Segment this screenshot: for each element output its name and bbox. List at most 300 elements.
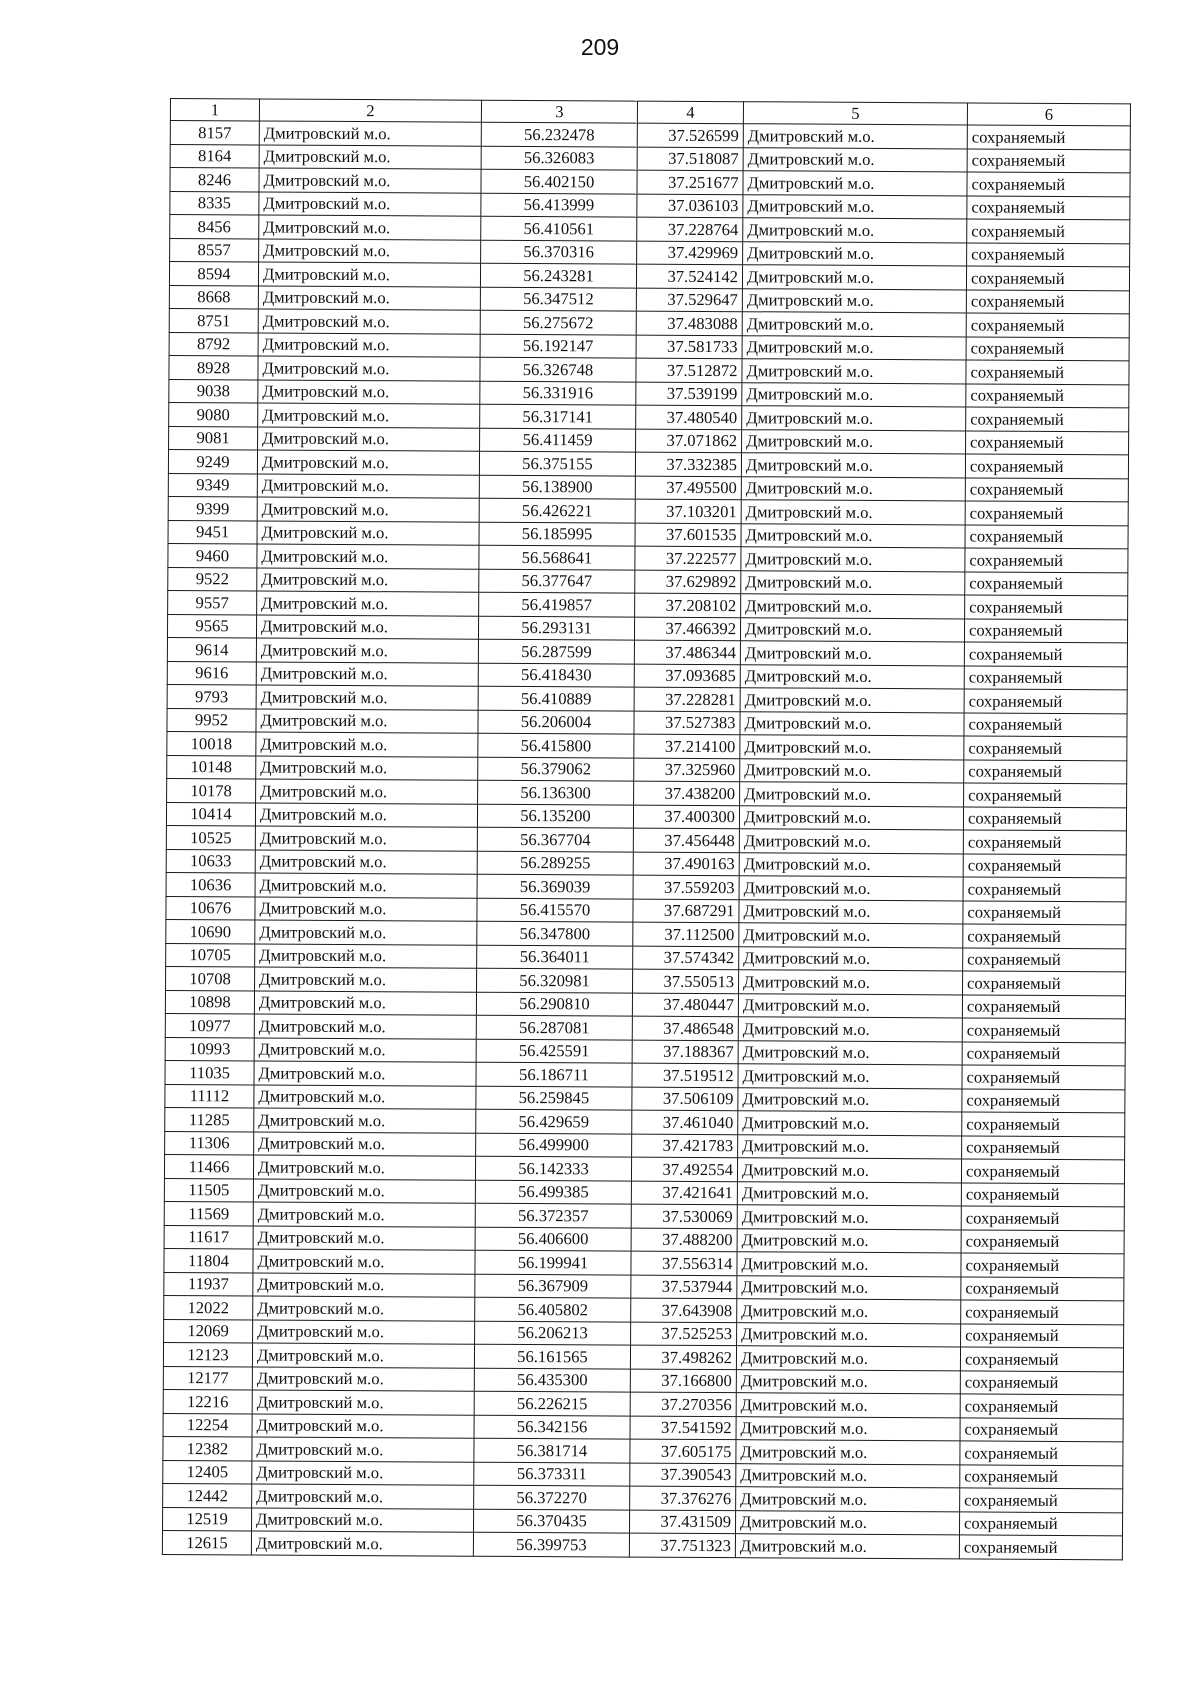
status-cell: сохраняемый (962, 1088, 1125, 1112)
row-id-cell: 9399 (168, 496, 257, 520)
row-id-cell: 8594 (169, 262, 258, 286)
location-cell: Дмитровский м.о. (738, 1111, 962, 1136)
longitude-cell: 37.486548 (632, 1016, 738, 1040)
longitude-cell: 37.228281 (634, 687, 740, 711)
longitude-cell: 37.222577 (635, 546, 741, 570)
table-body (162, 121, 1130, 1560)
status-cell: сохраняемый (966, 313, 1129, 337)
latitude-cell: 56.342156 (474, 1415, 630, 1439)
longitude-cell: 37.541592 (630, 1416, 736, 1440)
location-cell: Дмитровский м.о. (742, 335, 966, 360)
row-id-cell: 12519 (162, 1507, 251, 1531)
location-cell: Дмитровский м.о. (737, 1299, 961, 1324)
district-cell: Дмитровский м.о. (254, 1131, 476, 1156)
location-cell: Дмитровский м.о. (736, 1393, 960, 1418)
location-cell: Дмитровский м.о. (739, 946, 963, 971)
row-id-cell: 12615 (162, 1530, 251, 1554)
latitude-cell: 56.326083 (481, 146, 637, 170)
latitude-cell: 56.289255 (477, 851, 633, 875)
district-cell: Дмитровский м.о. (254, 1108, 476, 1133)
district-cell: Дмитровский м.о. (254, 1014, 476, 1039)
row-id-cell: 10690 (166, 919, 255, 943)
district-cell: Дмитровский м.о. (256, 779, 478, 804)
district-cell: Дмитровский м.о. (253, 1178, 475, 1203)
location-cell: Дмитровский м.о. (740, 758, 964, 783)
district-cell: Дмитровский м.о. (259, 168, 481, 193)
row-id-cell: 12405 (163, 1460, 252, 1484)
location-cell: Дмитровский м.о. (742, 265, 966, 290)
location-cell: Дмитровский м.о. (741, 547, 965, 572)
location-cell: Дмитровский м.о. (736, 1369, 960, 1394)
status-cell: сохраняемый (961, 1206, 1124, 1230)
district-cell: Дмитровский м.о. (258, 285, 480, 310)
column-header: 5 (743, 102, 967, 125)
longitude-cell: 37.208102 (635, 593, 741, 617)
status-cell: сохраняемый (965, 571, 1128, 595)
row-id-cell: 8557 (170, 238, 259, 262)
latitude-cell: 56.226215 (474, 1391, 630, 1415)
district-cell: Дмитровский м.о. (257, 567, 479, 592)
location-cell: Дмитровский м.о. (738, 1017, 962, 1042)
latitude-cell: 56.259845 (476, 1086, 632, 1110)
longitude-cell: 37.166800 (630, 1369, 736, 1393)
row-id-cell: 9793 (167, 684, 256, 708)
location-cell: Дмитровский м.о. (738, 1134, 962, 1159)
row-id-cell: 9249 (168, 449, 257, 473)
longitude-cell: 37.270356 (630, 1392, 736, 1416)
row-id-cell: 12442 (163, 1483, 252, 1507)
district-cell: Дмитровский м.о. (251, 1507, 473, 1532)
row-id-cell: 8668 (169, 285, 258, 309)
location-cell: Дмитровский м.о. (737, 1158, 961, 1183)
latitude-cell: 56.426221 (479, 498, 635, 522)
row-id-cell: 8164 (170, 144, 259, 168)
latitude-cell: 56.186711 (476, 1062, 632, 1086)
district-cell: Дмитровский м.о. (252, 1343, 474, 1368)
longitude-cell: 37.488200 (631, 1228, 737, 1252)
longitude-cell: 37.601535 (635, 523, 741, 547)
latitude-cell: 56.429659 (476, 1109, 632, 1133)
district-cell: Дмитровский м.о. (259, 238, 481, 263)
district-cell: Дмитровский м.о. (251, 1531, 473, 1556)
latitude-cell: 56.206213 (475, 1321, 631, 1345)
status-cell: сохраняемый (967, 242, 1130, 266)
district-cell: Дмитровский м.о. (252, 1484, 474, 1509)
status-cell: сохраняемый (961, 1323, 1124, 1347)
location-cell: Дмитровский м.о. (743, 147, 967, 172)
longitude-cell: 37.438200 (634, 781, 740, 805)
latitude-cell: 56.435300 (474, 1368, 630, 1392)
status-cell: сохраняемый (965, 454, 1128, 478)
row-id-cell: 12382 (163, 1436, 252, 1460)
district-cell: Дмитровский м.о. (254, 990, 476, 1015)
location-cell: Дмитровский м.о. (739, 852, 963, 877)
district-cell: Дмитровский м.о. (259, 121, 481, 146)
location-cell: Дмитровский м.о. (739, 829, 963, 854)
status-cell: сохраняемый (965, 595, 1128, 619)
location-cell: Дмитровский м.о. (742, 288, 966, 313)
latitude-cell: 56.406600 (475, 1227, 631, 1251)
row-id-cell: 10993 (165, 1037, 254, 1061)
status-cell: сохраняемый (960, 1417, 1123, 1441)
status-cell: сохраняемый (966, 360, 1129, 384)
status-cell: сохраняемый (960, 1370, 1123, 1394)
location-cell: Дмитровский м.о. (742, 382, 966, 407)
row-id-cell: 8792 (169, 332, 258, 356)
row-id-cell: 8456 (170, 215, 259, 239)
longitude-cell: 37.530069 (631, 1204, 737, 1228)
longitude-cell: 37.527383 (634, 711, 740, 735)
longitude-cell: 37.539199 (636, 382, 742, 406)
status-cell: сохраняемый (966, 383, 1129, 407)
row-id-cell: 10633 (166, 849, 255, 873)
longitude-cell: 37.518087 (637, 147, 743, 171)
status-cell: сохраняемый (963, 853, 1126, 877)
location-cell: Дмитровский м.о. (739, 970, 963, 995)
latitude-cell: 56.411459 (480, 428, 636, 452)
row-id-cell: 10414 (166, 802, 255, 826)
row-id-cell: 10705 (166, 943, 255, 967)
row-id-cell: 9081 (169, 426, 258, 450)
latitude-cell: 56.415570 (477, 898, 633, 922)
latitude-cell: 56.425591 (476, 1039, 632, 1063)
latitude-cell: 56.161565 (474, 1344, 630, 1368)
location-cell: Дмитровский м.о. (743, 171, 967, 196)
district-cell: Дмитровский м.о. (255, 826, 477, 851)
row-id-cell: 9038 (169, 379, 258, 403)
status-cell: сохраняемый (967, 219, 1130, 243)
district-cell: Дмитровский м.о. (252, 1366, 474, 1391)
status-cell: сохраняемый (962, 1041, 1125, 1065)
longitude-cell: 37.643908 (631, 1298, 737, 1322)
district-cell: Дмитровский м.о. (252, 1390, 474, 1415)
status-cell: сохраняемый (964, 759, 1127, 783)
longitude-cell: 37.332385 (635, 452, 741, 476)
table-container (162, 98, 1130, 1560)
longitude-cell: 37.112500 (633, 922, 739, 946)
longitude-cell: 37.492554 (631, 1157, 737, 1181)
longitude-cell: 37.559203 (633, 875, 739, 899)
status-cell: сохраняемый (964, 712, 1127, 736)
longitude-cell: 37.251677 (637, 170, 743, 194)
location-cell: Дмитровский м.о. (742, 312, 966, 337)
location-cell: Дмитровский м.о. (743, 124, 967, 149)
longitude-cell: 37.093685 (634, 664, 740, 688)
row-id-cell: 9080 (169, 402, 258, 426)
latitude-cell: 56.347800 (477, 921, 633, 945)
longitude-cell: 37.524142 (636, 264, 742, 288)
status-cell: сохраняемый (966, 336, 1129, 360)
location-cell: Дмитровский м.о. (740, 735, 964, 760)
location-cell: Дмитровский м.о. (737, 1322, 961, 1347)
row-id-cell: 12069 (164, 1319, 253, 1343)
location-cell: Дмитровский м.о. (740, 711, 964, 736)
district-cell: Дмитровский м.о. (258, 309, 480, 334)
location-cell: Дмитровский м.о. (742, 406, 966, 431)
district-cell: Дмитровский м.о. (255, 943, 477, 968)
longitude-cell: 37.228764 (637, 217, 743, 241)
latitude-cell: 56.405802 (475, 1297, 631, 1321)
latitude-cell: 56.381714 (474, 1438, 630, 1462)
district-cell: Дмитровский м.о. (253, 1319, 475, 1344)
status-cell: сохраняемый (967, 172, 1130, 196)
longitude-cell: 37.431509 (629, 1510, 735, 1534)
district-cell: Дмитровский м.о. (252, 1413, 474, 1438)
district-cell: Дмитровский м.о. (255, 967, 477, 992)
status-cell: сохраняемый (964, 736, 1127, 760)
latitude-cell: 56.410889 (478, 686, 634, 710)
row-id-cell: 10525 (166, 825, 255, 849)
latitude-cell: 56.185995 (479, 522, 635, 546)
status-cell: сохраняемый (960, 1347, 1123, 1371)
longitude-cell: 37.495500 (635, 476, 741, 500)
district-cell: Дмитровский м.о. (253, 1249, 475, 1274)
status-cell: сохраняемый (959, 1535, 1122, 1559)
longitude-cell: 37.605175 (630, 1439, 736, 1463)
status-cell: сохраняемый (959, 1511, 1122, 1535)
row-id-cell: 9451 (168, 520, 257, 544)
location-cell: Дмитровский м.о. (737, 1252, 961, 1277)
district-cell: Дмитровский м.о. (257, 544, 479, 569)
longitude-cell: 37.456448 (633, 828, 739, 852)
latitude-cell: 56.370316 (481, 240, 637, 264)
latitude-cell: 56.287599 (478, 639, 634, 663)
latitude-cell: 56.192147 (480, 334, 636, 358)
page-number: 209 (580, 34, 620, 60)
district-cell: Дмитровский м.о. (258, 403, 480, 428)
latitude-cell: 56.379062 (478, 757, 634, 781)
column-header: 6 (967, 103, 1130, 126)
row-id-cell: 9565 (167, 614, 256, 638)
status-cell: сохраняемый (966, 289, 1129, 313)
status-cell: сохраняемый (966, 430, 1129, 454)
row-id-cell: 11035 (165, 1060, 254, 1084)
location-cell: Дмитровский м.о. (741, 453, 965, 478)
longitude-cell: 37.581733 (636, 335, 742, 359)
district-cell: Дмитровский м.о. (255, 920, 477, 945)
column-header: 4 (637, 101, 743, 124)
row-id-cell: 11569 (164, 1201, 253, 1225)
status-cell: сохраняемый (963, 900, 1126, 924)
latitude-cell: 56.331916 (480, 381, 636, 405)
latitude-cell: 56.369039 (477, 874, 633, 898)
longitude-cell: 37.529647 (636, 288, 742, 312)
district-cell: Дмитровский м.о. (257, 450, 479, 475)
longitude-cell: 37.325960 (634, 758, 740, 782)
row-id-cell: 10148 (167, 755, 256, 779)
status-cell: сохраняемый (960, 1441, 1123, 1465)
status-cell: сохраняемый (963, 971, 1126, 995)
column-header: 3 (481, 100, 637, 123)
location-cell: Дмитровский м.о. (740, 641, 964, 666)
row-id-cell: 9460 (168, 543, 257, 567)
row-id-cell: 11804 (164, 1248, 253, 1272)
district-cell: Дмитровский м.о. (256, 732, 478, 757)
status-cell: сохраняемый (967, 148, 1130, 172)
status-cell: сохраняемый (962, 1065, 1125, 1089)
district-cell: Дмитровский м.о. (258, 332, 480, 357)
status-cell: сохраняемый (963, 830, 1126, 854)
district-cell: Дмитровский м.о. (258, 426, 480, 451)
status-cell: сохраняемый (961, 1182, 1124, 1206)
location-cell: Дмитровский м.о. (737, 1228, 961, 1253)
district-cell: Дмитровский м.о. (255, 802, 477, 827)
longitude-cell: 37.103201 (635, 499, 741, 523)
status-cell: сохраняемый (962, 994, 1125, 1018)
table-row (162, 1530, 1122, 1559)
longitude-cell: 37.486344 (634, 640, 740, 664)
location-cell: Дмитровский м.о. (742, 429, 966, 454)
row-id-cell: 9952 (167, 708, 256, 732)
location-cell: Дмитровский м.о. (736, 1346, 960, 1371)
district-cell: Дмитровский м.о. (252, 1460, 474, 1485)
location-cell: Дмитровский м.о. (735, 1534, 959, 1559)
location-cell: Дмитровский м.о. (738, 1064, 962, 1089)
latitude-cell: 56.367909 (475, 1274, 631, 1298)
latitude-cell: 56.375155 (479, 451, 635, 475)
location-cell: Дмитровский м.о. (739, 876, 963, 901)
row-id-cell: 12022 (164, 1295, 253, 1319)
district-cell: Дмитровский м.о. (259, 191, 481, 216)
location-cell: Дмитровский м.о. (743, 194, 967, 219)
latitude-cell: 56.410561 (481, 216, 637, 240)
row-id-cell: 11466 (164, 1154, 253, 1178)
district-cell: Дмитровский м.о. (256, 614, 478, 639)
latitude-cell: 56.413999 (481, 193, 637, 217)
status-cell: сохраняемый (963, 947, 1126, 971)
longitude-cell: 37.525253 (631, 1322, 737, 1346)
district-cell: Дмитровский м.о. (259, 215, 481, 240)
latitude-cell: 56.399753 (473, 1532, 629, 1556)
longitude-cell: 37.751323 (629, 1533, 735, 1557)
latitude-cell: 56.138900 (479, 475, 635, 499)
longitude-cell: 37.214100 (634, 734, 740, 758)
latitude-cell: 56.136300 (478, 780, 634, 804)
longitude-cell: 37.071862 (636, 429, 742, 453)
row-id-cell: 10708 (166, 966, 255, 990)
longitude-cell: 37.519512 (632, 1063, 738, 1087)
location-cell: Дмитровский м.о. (737, 1275, 961, 1300)
location-cell: Дмитровский м.о. (742, 359, 966, 384)
row-id-cell: 11306 (165, 1131, 254, 1155)
latitude-cell: 56.232478 (481, 122, 637, 146)
status-cell: сохраняемый (961, 1253, 1124, 1277)
longitude-cell: 37.480540 (636, 405, 742, 429)
latitude-cell: 56.568641 (479, 545, 635, 569)
district-cell: Дмитровский м.о. (252, 1437, 474, 1462)
row-id-cell: 9616 (167, 661, 256, 685)
location-cell: Дмитровский м.о. (741, 570, 965, 595)
status-cell: сохраняемый (960, 1394, 1123, 1418)
longitude-cell: 37.483088 (636, 311, 742, 335)
row-id-cell: 8335 (170, 191, 259, 215)
location-cell: Дмитровский м.о. (740, 782, 964, 807)
longitude-cell: 37.466392 (634, 617, 740, 641)
district-cell: Дмитровский м.о. (258, 379, 480, 404)
location-cell: Дмитровский м.о. (741, 594, 965, 619)
location-cell: Дмитровский м.о. (741, 476, 965, 501)
district-cell: Дмитровский м.о. (256, 661, 478, 686)
location-cell: Дмитровский м.о. (740, 617, 964, 642)
status-cell: сохраняемый (964, 689, 1127, 713)
row-id-cell: 11617 (164, 1225, 253, 1249)
column-header: 1 (170, 99, 259, 121)
row-id-cell: 12177 (163, 1366, 252, 1390)
status-cell: сохраняемый (965, 477, 1128, 501)
longitude-cell: 37.512872 (636, 358, 742, 382)
longitude-cell: 37.574342 (633, 946, 739, 970)
district-cell: Дмитровский м.о. (253, 1155, 475, 1180)
location-cell: Дмитровский м.о. (737, 1181, 961, 1206)
district-cell: Дмитровский м.о. (253, 1296, 475, 1321)
location-cell: Дмитровский м.о. (738, 1087, 962, 1112)
latitude-cell: 56.287081 (476, 1015, 632, 1039)
row-id-cell: 12216 (163, 1389, 252, 1413)
district-cell: Дмитровский м.о. (256, 755, 478, 780)
row-id-cell: 10018 (167, 731, 256, 755)
latitude-cell: 56.290810 (476, 992, 632, 1016)
row-id-cell: 12254 (163, 1413, 252, 1437)
row-id-cell: 11112 (165, 1084, 254, 1108)
longitude-cell: 37.421641 (631, 1181, 737, 1205)
location-cell: Дмитровский м.о. (741, 500, 965, 525)
row-id-cell: 8246 (170, 168, 259, 192)
status-cell: сохраняемый (966, 407, 1129, 431)
location-cell: Дмитровский м.о. (736, 1463, 960, 1488)
row-id-cell: 11937 (164, 1272, 253, 1296)
status-cell: сохраняемый (962, 1135, 1125, 1159)
district-cell: Дмитровский м.о. (256, 638, 478, 663)
row-id-cell: 12123 (163, 1342, 252, 1366)
location-cell: Дмитровский м.о. (736, 1416, 960, 1441)
longitude-cell: 37.506109 (632, 1087, 738, 1111)
district-cell: Дмитровский м.о. (253, 1225, 475, 1250)
district-cell: Дмитровский м.о. (253, 1272, 475, 1297)
latitude-cell: 56.206004 (478, 710, 634, 734)
status-cell: сохраняемый (967, 195, 1130, 219)
status-cell: сохраняемый (963, 877, 1126, 901)
latitude-cell: 56.377647 (479, 569, 635, 593)
location-cell: Дмитровский м.о. (740, 664, 964, 689)
latitude-cell: 56.372357 (475, 1203, 631, 1227)
location-cell: Дмитровский м.о. (738, 1040, 962, 1065)
location-cell: Дмитровский м.о. (736, 1440, 960, 1465)
latitude-cell: 56.415800 (478, 733, 634, 757)
row-id-cell: 9349 (168, 473, 257, 497)
latitude-cell: 56.347512 (480, 287, 636, 311)
location-cell: Дмитровский м.о. (743, 241, 967, 266)
status-cell: сохраняемый (964, 665, 1127, 689)
district-cell: Дмитровский м.о. (254, 1084, 476, 1109)
district-cell: Дмитровский м.о. (257, 473, 479, 498)
location-cell: Дмитровский м.о. (740, 688, 964, 713)
status-cell: сохраняемый (963, 924, 1126, 948)
row-id-cell: 9557 (168, 590, 257, 614)
row-id-cell: 11505 (164, 1178, 253, 1202)
latitude-cell: 56.419857 (479, 592, 635, 616)
longitude-cell: 37.687291 (633, 899, 739, 923)
latitude-cell: 56.418430 (478, 663, 634, 687)
location-cell: Дмитровский м.о. (739, 805, 963, 830)
location-cell: Дмитровский м.о. (743, 218, 967, 243)
status-cell: сохраняемый (960, 1488, 1123, 1512)
latitude-cell: 56.199941 (475, 1250, 631, 1274)
row-id-cell: 9614 (167, 637, 256, 661)
status-cell: сохраняемый (962, 1112, 1125, 1136)
district-cell: Дмитровский м.о. (255, 849, 477, 874)
latitude-cell: 56.373311 (474, 1462, 630, 1486)
status-cell: сохраняемый (961, 1276, 1124, 1300)
